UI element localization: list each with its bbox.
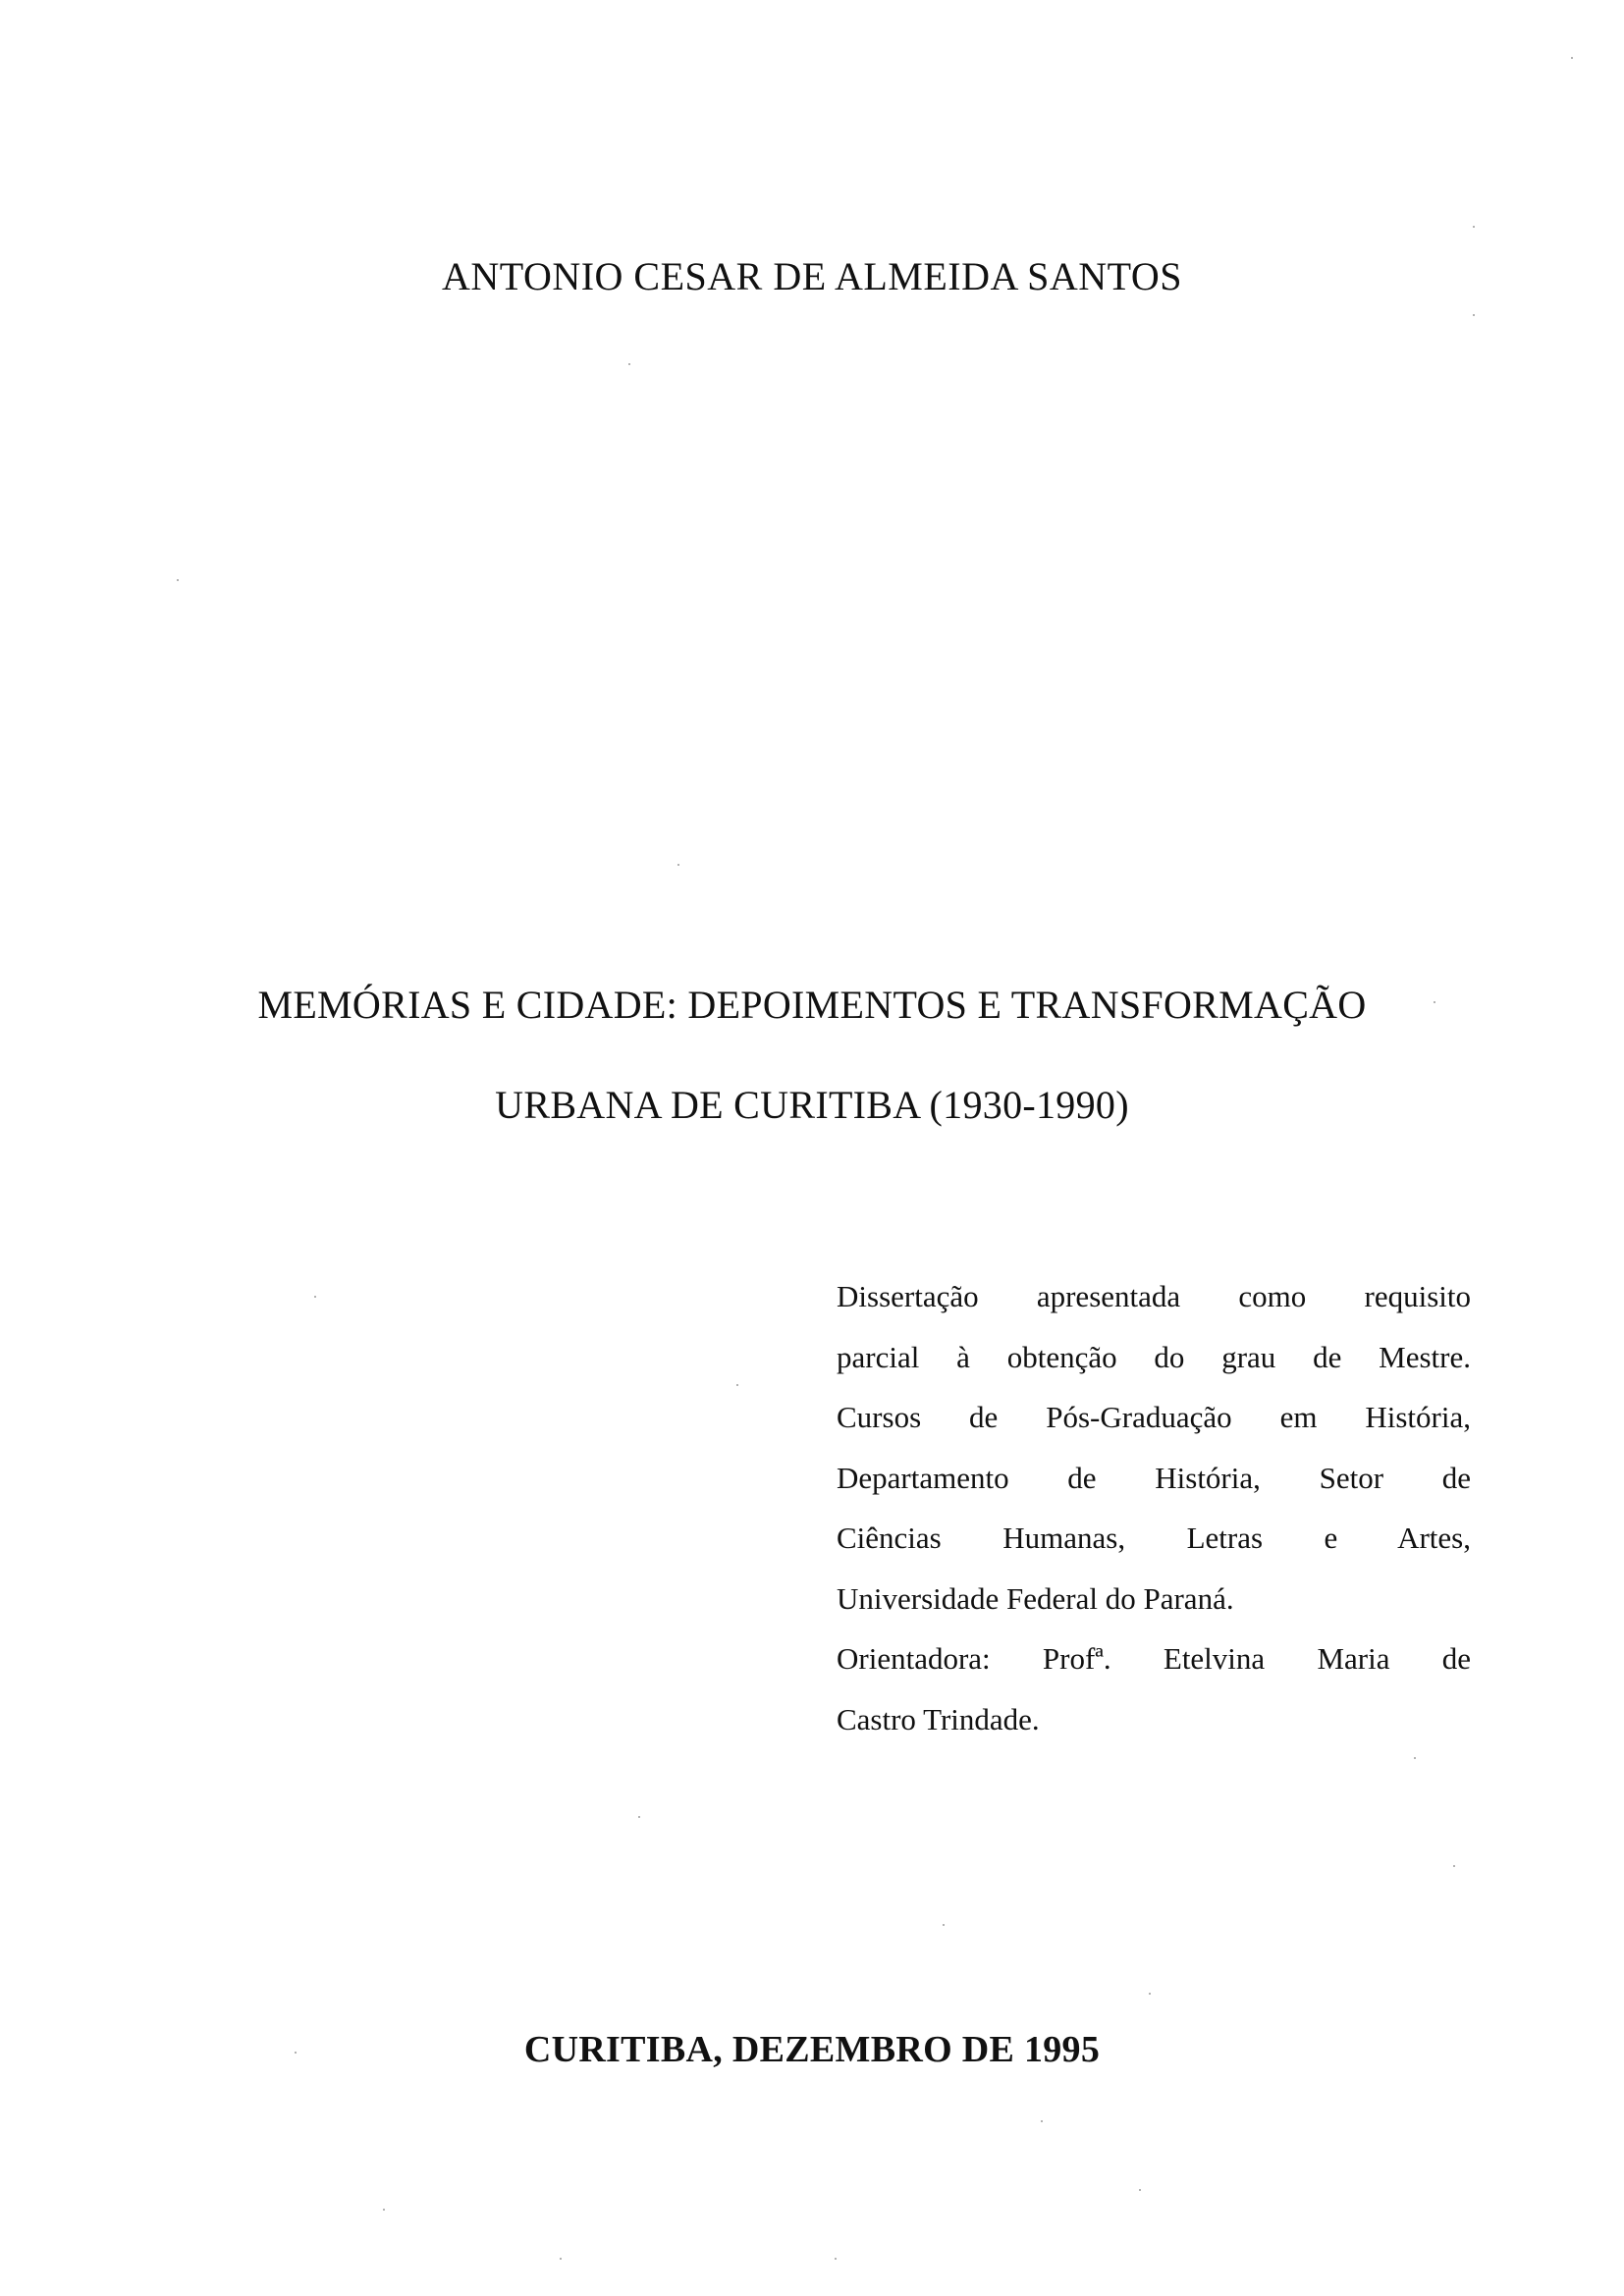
scan-speck (628, 363, 630, 365)
note-line: Dissertação apresentada como requisito (837, 1279, 1471, 1313)
note-line: parcial à obtenção do grau de Mestre. (837, 1339, 1471, 1374)
scan-speck (295, 2052, 297, 2054)
note-line: Orientadora: Profª. Etelvina Maria de (837, 1641, 1471, 1676)
scan-speck (560, 2258, 562, 2260)
dissertation-title-line-1: MEMÓRIAS E CIDADE: DEPOIMENTOS E TRANSFORMAÇÃO (257, 983, 1367, 1027)
scan-speck (1414, 1757, 1416, 1759)
scan-speck (1453, 1865, 1455, 1867)
dissertation-note (837, 1266, 1471, 1749)
scan-speck (1571, 57, 1573, 59)
scan-speck (1473, 314, 1475, 316)
scan-speck (943, 1924, 945, 1926)
author-name: ANTONIO CESAR DE ALMEIDA SANTOS (441, 254, 1183, 298)
note-line: Cursos de Pós-Graduação em História, (837, 1400, 1471, 1434)
scan-speck (638, 1816, 640, 1818)
dissertation-title-line-2: URBANA DE CURITIBA (1930-1990) (495, 1083, 1129, 1127)
note-line: Castro Trindade. (837, 1701, 1040, 1736)
scan-speck (736, 1384, 738, 1386)
note-line: Universidade Federal do Paraná. (837, 1580, 1234, 1616)
place-and-date: CURITIBA, DEZEMBRO DE 1995 (523, 2029, 1101, 2070)
scan-speck (1434, 1001, 1435, 1003)
scan-speck (383, 2209, 385, 2211)
scan-speck (177, 579, 179, 581)
scan-speck (835, 2258, 837, 2260)
scan-speck (1041, 2120, 1043, 2122)
scan-speck (314, 1296, 316, 1298)
note-line: Departamento de História, Setor de (837, 1460, 1471, 1495)
scan-speck (1473, 226, 1475, 228)
scan-speck (1149, 1993, 1151, 1995)
scan-speck (1139, 2189, 1141, 2191)
note-line: Ciências Humanas, Letras e Artes, (837, 1521, 1471, 1555)
scan-speck (677, 864, 679, 866)
